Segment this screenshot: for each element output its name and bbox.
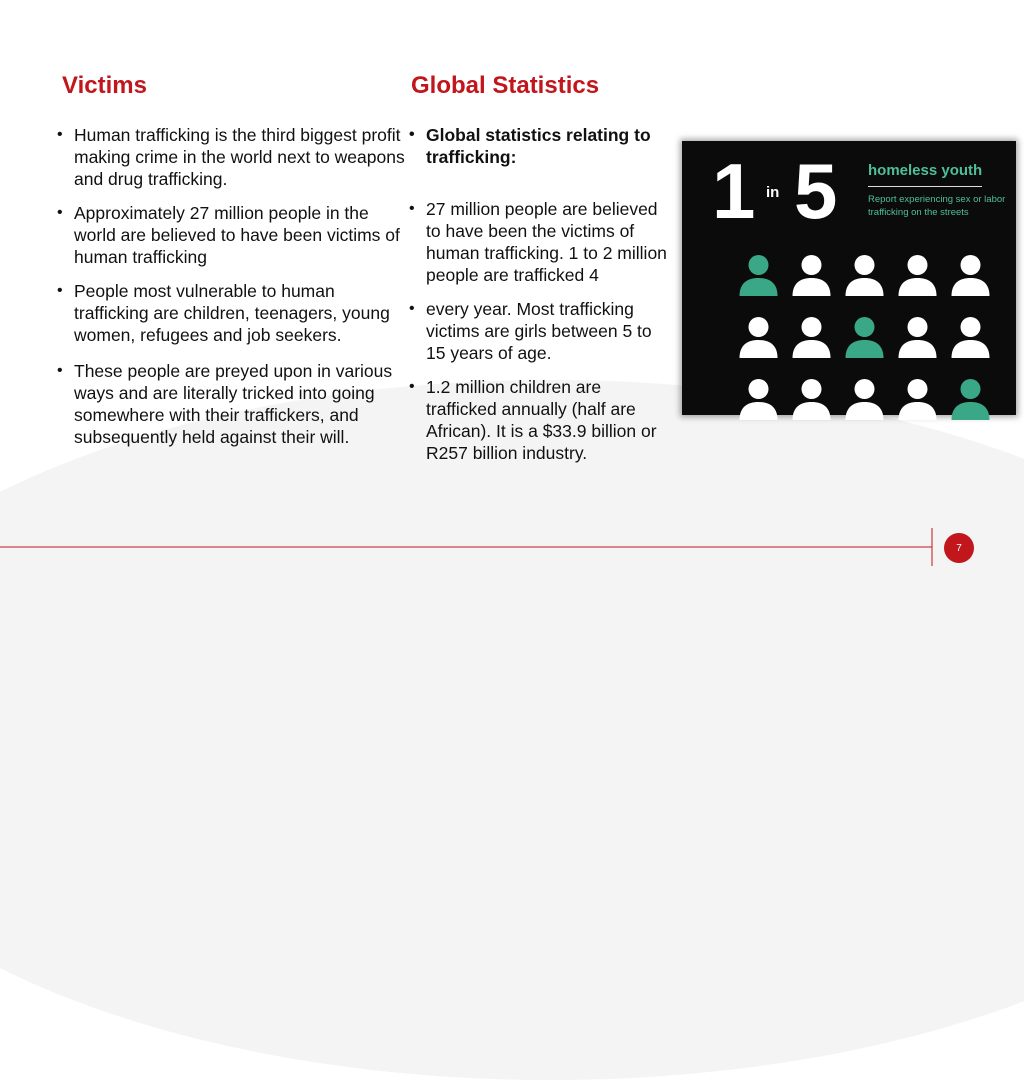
global-bullet-list: [407, 124, 669, 476]
global-bullet: • every year. Most trafficking victims are girls between 5 to 15 years of age.: [407, 298, 669, 364]
global-statistics-heading: Global Statistics: [411, 72, 600, 99]
victims-bullet: • These people are preyed upon in various ways and are literally tricked into going somewhere with their traffickers, and subsequently held against their will.: [55, 360, 405, 448]
infographic-number-five: 5: [794, 147, 836, 235]
person-icon: [950, 316, 991, 358]
person-icon: [897, 254, 938, 296]
person-icon: [791, 316, 832, 358]
homeless-youth-infographic: [682, 141, 1016, 415]
person-icon-highlighted: [738, 254, 779, 296]
background-curve: [0, 380, 1024, 1080]
person-icon: [844, 378, 885, 420]
infographic-word-in: in: [766, 184, 780, 201]
person-icon: [950, 254, 991, 296]
global-bullet-heading: • Global statistics relating to trafficking:: [407, 124, 669, 168]
victims-heading: Victims: [62, 72, 147, 99]
person-icon: [738, 316, 779, 358]
victims-bullet: • Approximately 27 million people in the world are believed to have been victims of human trafficking: [55, 202, 405, 268]
victims-bullet: • Human trafficking is the third biggest profit making crime in the world next to weapons and drug trafficking.: [55, 124, 405, 190]
global-bullet: • 1.2 million children are trafficked annually (half are African). It is a $33.9 billion or R257 billion industry.: [407, 376, 669, 464]
infographic-title: homeless youth: [868, 162, 983, 179]
person-icon-highlighted: [844, 316, 885, 358]
person-icon-row: [738, 254, 991, 296]
person-icon: [897, 378, 938, 420]
infographic-subtitle: Report experiencing sex or labor trafficking on the streets: [868, 194, 1006, 218]
page-number: 7: [956, 542, 962, 554]
person-icon-grid: [738, 254, 991, 440]
global-bullet: • 27 million people are believed to have been the victims of human trafficking. 1 to 2 million people are trafficked 4: [407, 198, 669, 286]
victims-bullet-list: [55, 124, 405, 460]
infographic-divider: [868, 186, 982, 187]
person-icon: [738, 378, 779, 420]
person-icon-row: [738, 378, 991, 420]
person-icon: [897, 316, 938, 358]
page-number-badge: [944, 533, 974, 563]
person-icon: [791, 254, 832, 296]
victims-bullet: • People most vulnerable to human trafficking are children, teenagers, young women, refugees and job seekers.: [55, 280, 405, 346]
person-icon: [844, 254, 885, 296]
person-icon: [791, 378, 832, 420]
infographic-number-one: 1: [712, 147, 754, 235]
person-icon-row: [738, 316, 991, 358]
person-icon-highlighted: [950, 378, 991, 420]
